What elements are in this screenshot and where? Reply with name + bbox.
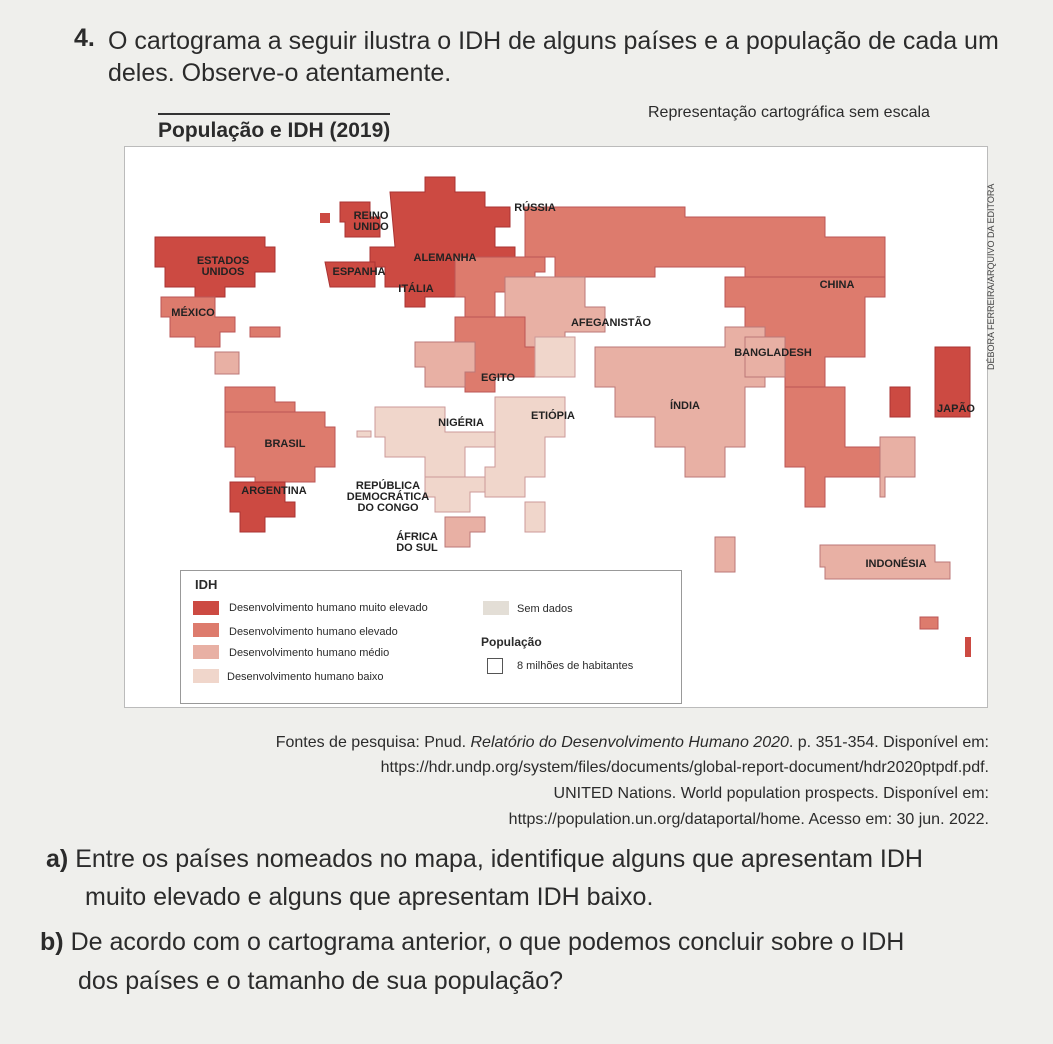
legend-medio: Desenvolvimento humano médio: [229, 647, 390, 659]
vietnam-shape: [715, 537, 735, 572]
legend-elevado: Desenvolvimento humano elevado: [229, 626, 398, 638]
label-japao: JAPÃO: [937, 403, 975, 415]
swatch-sem-dados: [483, 601, 509, 615]
question-intro-line1: O cartograma a seguir ilustra o IDH de alguns países e a população de cada um: [108, 27, 999, 55]
legend-muito-elevado: Desenvolvimento humano muito elevado: [229, 602, 428, 614]
venezuela-colombia-shape: [225, 387, 295, 412]
madagascar-shape: [525, 502, 545, 532]
label-afeganistao: AFEGANISTÃO: [570, 317, 652, 329]
philippines-shape: [880, 437, 915, 497]
swatch-baixo: [193, 669, 219, 683]
scale-note: Representação cartográfica sem escala: [648, 104, 930, 121]
swatch-muito-elevado: [193, 601, 219, 615]
question-number: 4.: [74, 24, 95, 52]
southeast-asia-shape: [785, 387, 885, 507]
source-line-2: https://hdr.undp.org/system/files/documents/global-report-document/hdr2020ptpdf.pdf.: [380, 759, 989, 776]
label-estados-unidos: ESTADOS UNIDOS: [196, 255, 250, 278]
papua-shape: [920, 617, 938, 629]
label-alemanha: ALEMANHA: [413, 252, 477, 264]
small-island-shape: [357, 431, 371, 437]
label-mexico: MÉXICO: [171, 307, 215, 319]
legend-populacao-title: População: [481, 635, 542, 649]
korea-shape: [890, 387, 910, 417]
source-line-4: https://population.un.org/dataportal/home. Acesso em: 30 jun. 2022.: [508, 811, 989, 828]
label-reino-unido: REINO UNIDO: [353, 210, 389, 233]
canada-shape: [320, 213, 330, 223]
source-line-1: Fontes de pesquisa: Pnud. Relatório do Desenvolvimento Humano 2020. p. 351-354. Disponível em:: [275, 734, 989, 751]
label-brasil: BRASIL: [264, 438, 306, 450]
map-title: População e IDH (2019): [158, 113, 390, 143]
question-a-line2: muito elevado e alguns que apresentam IDH baixo.: [85, 883, 654, 911]
label-etiopia: ETIÓPIA: [530, 410, 575, 422]
label-russia: RÚSSIA: [514, 202, 556, 214]
caribbean-shape: [250, 327, 280, 337]
afghanistan-shape: [535, 337, 575, 377]
label-nigeria: NIGÉRIA: [438, 417, 484, 429]
label-rep-dem-congo: REPÚBLICA DEMOCRÁTICA DO CONGO: [346, 480, 430, 514]
legend-idh-title: IDH: [195, 577, 218, 592]
south-africa-shape: [445, 517, 485, 547]
question-b-line2: dos países e o tamanho de sua população?: [78, 967, 564, 995]
brasil-shape: [225, 412, 335, 492]
source-line-3: UNITED Nations. World population prospects. Disponível em:: [553, 785, 989, 802]
swatch-elevado: [193, 623, 219, 637]
legend-baixo: Desenvolvimento humano baixo: [227, 671, 384, 683]
question-intro-line2: deles. Observe-o atentamente.: [108, 59, 452, 87]
australia-shape: [965, 637, 971, 657]
question-b-line1: b) De acordo com o cartograma anterior, o que podemos concluir sobre o IDH: [40, 928, 905, 956]
label-italia: ITÁLIA: [398, 283, 434, 295]
label-india: ÍNDIA: [670, 400, 700, 412]
label-bangladesh: BANGLADESH: [734, 347, 812, 359]
label-argentina: ARGENTINA: [241, 485, 307, 497]
label-china: CHINA: [819, 279, 855, 291]
legend-populacao-unit: 8 milhões de habitantes: [517, 660, 634, 672]
swatch-medio: [193, 645, 219, 659]
legend-sem-dados: Sem dados: [517, 603, 573, 615]
map-credit: DÉBORA FERREIRA/ARQUIVO DA EDITORA: [986, 183, 996, 370]
question-a-line1: a) Entre os países nomeados no mapa, identifique alguns que apresentam IDH: [46, 845, 923, 873]
mexico-shape: [161, 297, 235, 347]
swatch-population-unit: [487, 658, 503, 674]
central-america-shape: [215, 352, 239, 374]
drc-shape: [425, 477, 485, 512]
map-legend: [180, 570, 682, 704]
russia-shape: [525, 207, 885, 277]
label-indonesia: INDONÉSIA: [865, 558, 927, 570]
label-espanha: ESPANHA: [332, 266, 386, 278]
label-africa-do-sul: ÁFRICA DO SUL: [396, 531, 438, 554]
label-egito: EGITO: [480, 372, 516, 384]
